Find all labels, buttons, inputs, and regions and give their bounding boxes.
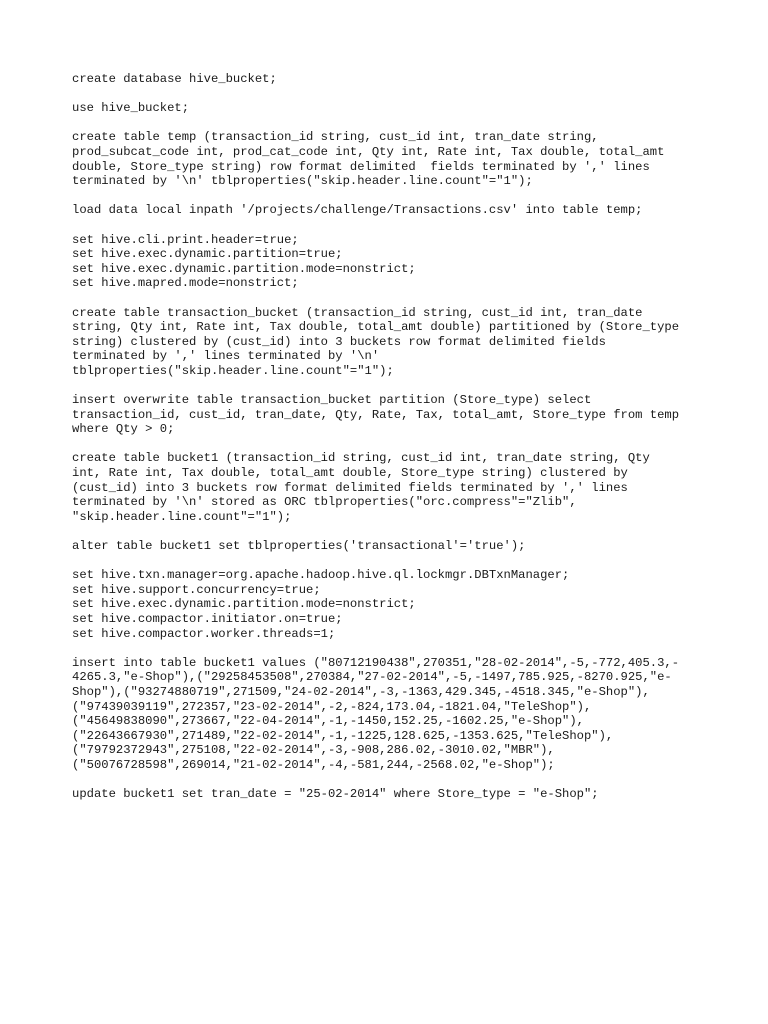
code-line: create table transaction_bucket (transaction_id string, cust_id int, tran_date xyxy=(72,305,643,320)
code-line: string, Qty int, Rate int, Tax double, total_amt double) partitioned by (Store_type xyxy=(72,320,680,335)
code-line: terminated by ',' lines terminated by '\n' xyxy=(72,349,380,364)
code-line: set hive.cli.print.header=true; xyxy=(72,232,299,247)
code-line: string) clustered by (cust_id) into 3 buckets row format delimited fields xyxy=(72,334,606,349)
code-line: insert overwrite table transaction_bucket partition (Store_type) select xyxy=(72,393,592,408)
code-line: tblproperties("skip.header.line.count"="1"); xyxy=(72,363,394,378)
code-line: 4265.3,"e-Shop"),("29258453508",270384,"27-02-2014",-5,-1497,785.925,-8270.925,"e- xyxy=(72,670,672,685)
code-line: set hive.txn.manager=org.apache.hadoop.hive.ql.lockmgr.DBTxnManager; xyxy=(72,568,570,583)
code-line: insert into table bucket1 values ("80712190438",270351,"28-02-2014",-5,-772,405.3,- xyxy=(72,655,680,670)
code-block xyxy=(72,306,712,379)
code-line: create table temp (transaction_id string, cust_id int, tran_date string, xyxy=(72,130,599,145)
code-block xyxy=(72,130,712,188)
code-block xyxy=(72,393,712,437)
code-line: set hive.compactor.worker.threads=1; xyxy=(72,626,336,641)
code-line: where Qty > 0; xyxy=(72,422,175,437)
code-line: set hive.mapred.mode=nonstrict; xyxy=(72,276,299,291)
code-block xyxy=(72,451,712,524)
document-body xyxy=(72,72,712,816)
code-line: use hive_bucket; xyxy=(72,101,190,116)
code-line: load data local inpath '/projects/challenge/Transactions.csv' into table temp; xyxy=(72,203,643,218)
code-block xyxy=(72,656,712,773)
code-line: terminated by '\n' stored as ORC tblproperties("orc.compress"="Zlib", xyxy=(72,495,577,510)
code-line: "skip.header.line.count"="1"); xyxy=(72,509,292,524)
code-line: update bucket1 set tran_date = "25-02-2014" where Store_type = "e-Shop"; xyxy=(72,787,599,802)
code-line: double, Store_type string) row format delimited fields terminated by ',' lines xyxy=(72,159,650,174)
code-line: (cust_id) into 3 buckets row format delimited fields terminated by ',' lines xyxy=(72,480,628,495)
code-line: Shop"),("93274880719",271509,"24-02-2014",-3,-1363,429.345,-4518.345,"e-Shop"), xyxy=(72,684,650,699)
code-line: set hive.exec.dynamic.partition.mode=nonstrict; xyxy=(72,597,416,612)
code-block xyxy=(72,539,712,554)
code-line: alter table bucket1 set tblproperties('transactional'='true'); xyxy=(72,539,526,553)
code-line: create table bucket1 (transaction_id string, cust_id int, tran_date string, Qty xyxy=(72,451,650,466)
code-line: ("50076728598",269014,"21-02-2014",-4,-581,244,-2568.02,"e-Shop"); xyxy=(72,757,555,772)
code-line: set hive.exec.dynamic.partition=true; xyxy=(72,247,343,262)
code-line: create database hive_bucket; xyxy=(72,72,277,86)
code-block xyxy=(72,233,712,291)
code-line: ("45649838090",273667,"22-04-2014",-1,-1450,152.25,-1602.25,"e-Shop"), xyxy=(72,714,584,729)
code-line: ("97439039119",272357,"23-02-2014",-2,-824,173.04,-1821.04,"TeleShop"), xyxy=(72,699,592,714)
code-line: int, Rate int, Tax double, total_amt double, Store_type string) clustered by xyxy=(72,466,628,481)
code-block xyxy=(72,787,712,802)
code-line: set hive.exec.dynamic.partition.mode=nonstrict; xyxy=(72,261,416,276)
code-block xyxy=(72,101,712,116)
code-block xyxy=(72,72,712,87)
code-block xyxy=(72,203,712,218)
code-line: ("22643667930",271489,"22-02-2014",-1,-1225,128.625,-1353.625,"TeleShop"), xyxy=(72,728,614,743)
code-line: transaction_id, cust_id, tran_date, Qty, Rate, Tax, total_amt, Store_type from temp xyxy=(72,407,680,422)
code-line: set hive.support.concurrency=true; xyxy=(72,582,321,597)
code-block xyxy=(72,568,712,641)
code-line: prod_subcat_code int, prod_cat_code int, Qty int, Rate int, Tax double, total_amt xyxy=(72,144,665,159)
code-line: ("79792372943",275108,"22-02-2014",-3,-908,286.02,-3010.02,"MBR"), xyxy=(72,743,555,758)
code-line: terminated by '\n' tblproperties("skip.header.line.count"="1"); xyxy=(72,174,533,189)
code-line: set hive.compactor.initiator.on=true; xyxy=(72,611,343,626)
